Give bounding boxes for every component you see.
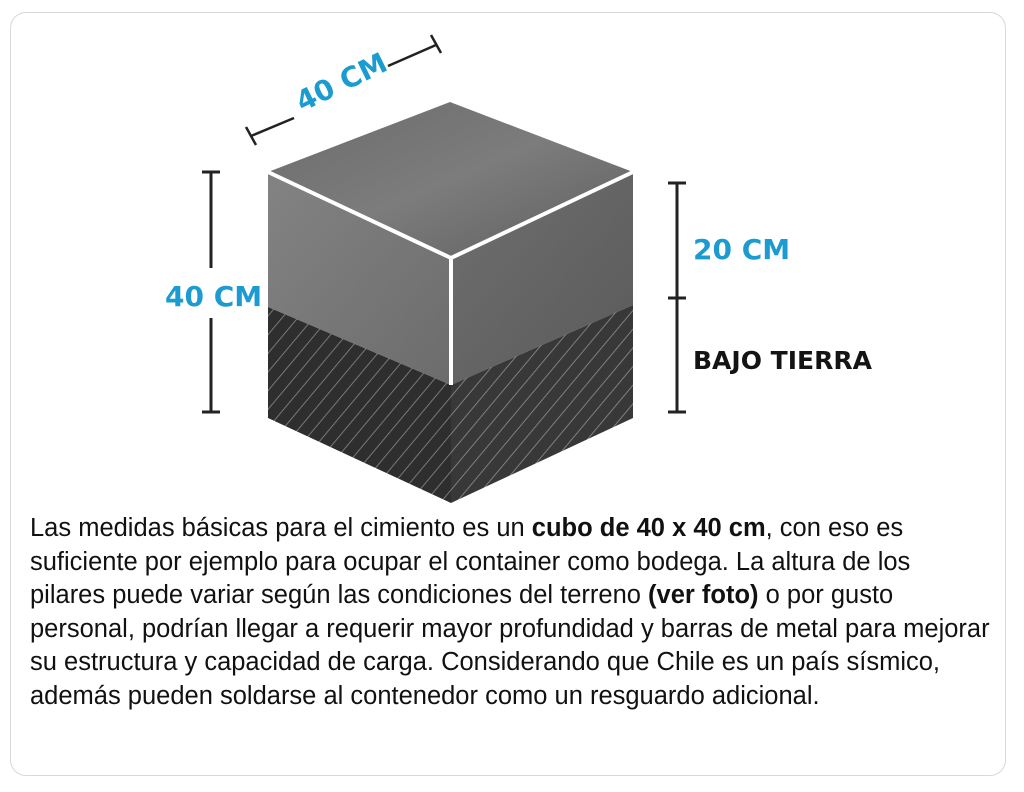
top-width-label: 40 CM [290, 46, 393, 119]
caption-text-2: , con eso es suficiente por ejemplo para ocupar el container como bodega. La altura de los pilares puede variar según las condiciones del terreno [30, 514, 911, 609]
caption-bold-cube: cubo de 40 x 40 cm [531, 514, 766, 542]
depth-dimension [668, 183, 686, 412]
caption-paragraph [30, 512, 990, 713]
height-label: 40 CM [165, 280, 263, 313]
below-ground-label: BAJO TIERRA [693, 346, 872, 375]
above-ground-label: 20 CM [693, 233, 791, 266]
caption-text-1: Las medidas básicas para el cimiento es un [30, 514, 532, 542]
caption-bold-ver-foto: (ver foto) [648, 581, 759, 609]
caption-text-3: o por gusto personal, podrían llegar a requerir mayor profundidad y barras de metal para mejorar su estructura y capacidad de carga. Considerando que Chile es un país sísmico, además pueden soldarse al contenedor como un resguardo adicional. [30, 581, 990, 710]
